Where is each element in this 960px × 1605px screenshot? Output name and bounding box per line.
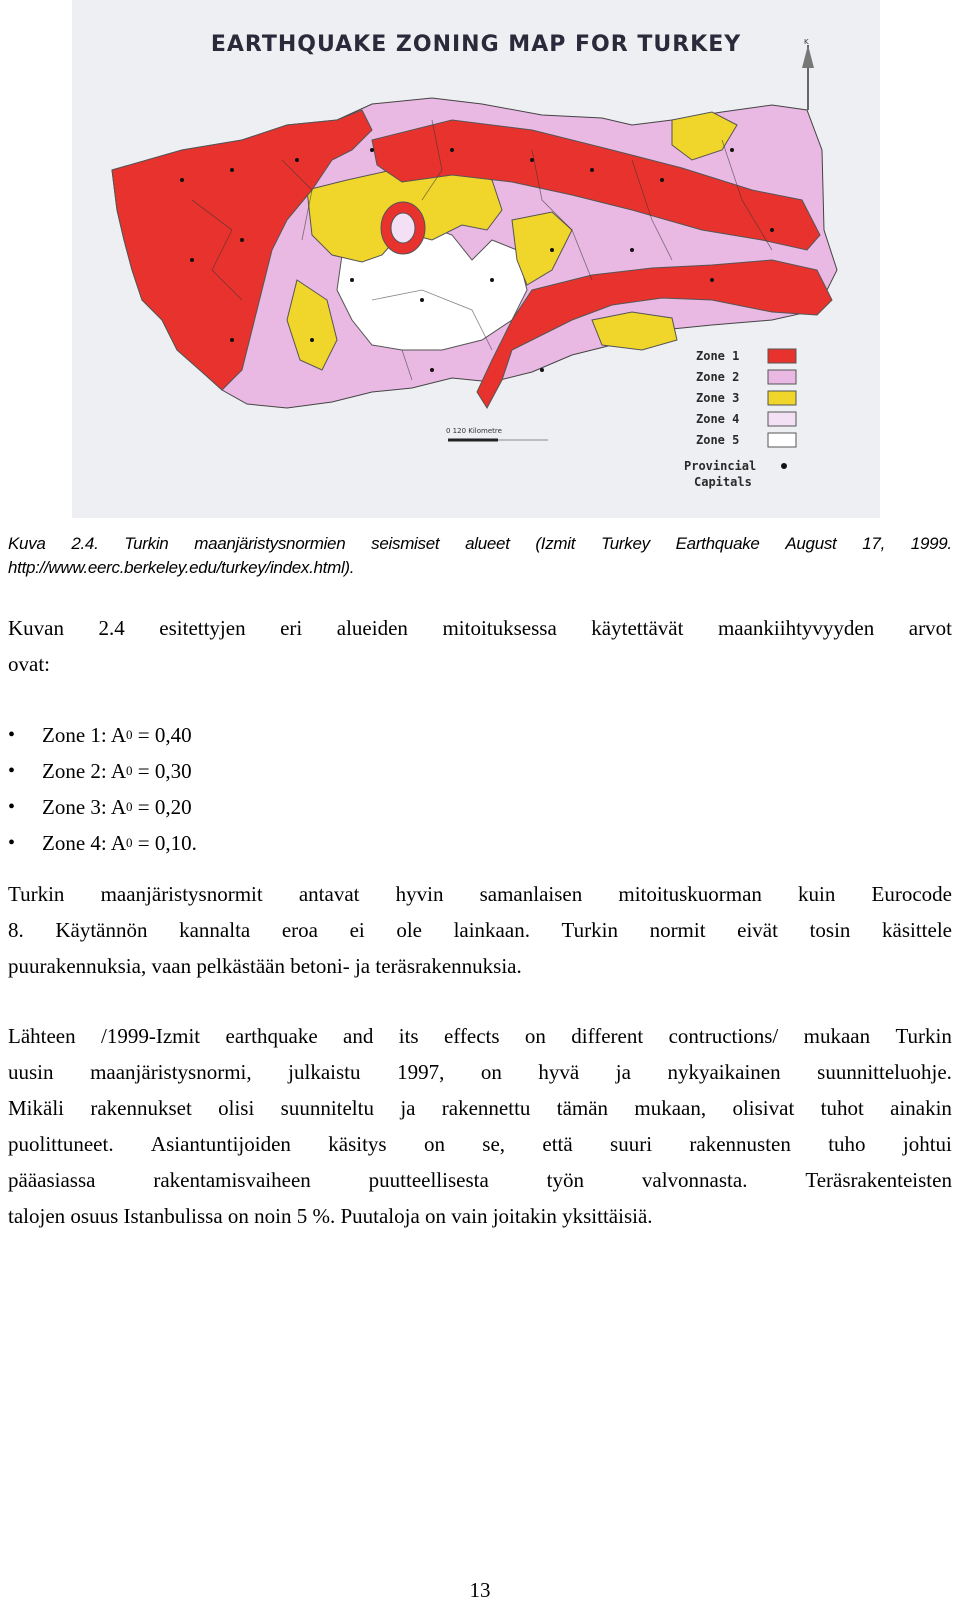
legend-zone-5-label: Zone 5 <box>696 433 740 447</box>
word: on <box>524 1024 546 1048</box>
word: Turkin <box>8 882 65 906</box>
word: mukaan <box>803 1024 871 1048</box>
word: Eurocode <box>871 882 952 906</box>
word: puutteellisesta <box>368 1168 489 1192</box>
word: ainakin <box>890 1096 952 1120</box>
word: suuri <box>610 1132 653 1156</box>
word: hyvä <box>538 1060 580 1084</box>
bullet-icon: • <box>8 832 16 854</box>
caption-line-2: http://www.eerc.berkeley.edu/turkey/index.html). <box>8 558 355 577</box>
svg-text:0 120 Kilometre: 0 120 Kilometre <box>446 427 502 435</box>
izmit-paragraph <box>8 1018 952 1234</box>
word: earthquake <box>225 1024 318 1048</box>
zone-values-list <box>8 717 197 861</box>
text-line <box>8 1162 952 1198</box>
word: pääasiassa <box>8 1168 96 1192</box>
word: puolittuneet. <box>8 1132 114 1156</box>
word: contructions/ <box>668 1024 779 1048</box>
legend-zone-3-label: Zone 3 <box>696 391 740 405</box>
intro-line-2: ovat: <box>8 652 50 676</box>
word: Lähteen <box>8 1024 76 1048</box>
caption-line-1: Kuva 2.4. Turkin maanjäristysnormien seismiset alueet (Izmit Turkey Earthquake August 17, 1999. <box>8 534 952 553</box>
word: mukaan, <box>634 1096 707 1120</box>
word: työn <box>546 1168 585 1192</box>
legend-capitals-label: Capitals <box>694 475 752 489</box>
word: olisi <box>218 1096 255 1120</box>
earthquake-zoning-map-figure <box>72 0 880 518</box>
word: että <box>542 1132 573 1156</box>
bullet-icon: • <box>8 760 16 782</box>
legend-zone-4-swatch <box>768 412 796 426</box>
text-line: talojen osuus Istanbulissa on noin 5 %. Puutaloja on vain joitakin yksittäisiä. <box>8 1204 653 1228</box>
intro-paragraph <box>8 610 952 682</box>
word: rakennettu <box>441 1096 531 1120</box>
word: kuin <box>798 882 836 906</box>
word: eroa <box>281 918 318 942</box>
word: maanjäristysnormi, <box>90 1060 252 1084</box>
word: rakennukset <box>90 1096 192 1120</box>
word: Asiantuntijoiden <box>150 1132 291 1156</box>
word: on <box>480 1060 502 1084</box>
word: käsitys <box>328 1132 387 1156</box>
legend-zone-2-swatch <box>768 370 796 384</box>
word: ole <box>396 918 422 942</box>
word: hyvin <box>395 882 444 906</box>
word: 8. <box>8 918 24 942</box>
text-line <box>8 1126 952 1162</box>
word: normit <box>649 918 706 942</box>
word: tuhot <box>820 1096 864 1120</box>
list-item: • Zone 3: A 0 = 0,20 <box>8 789 197 825</box>
word: kannalta <box>179 918 251 942</box>
word: and <box>343 1024 374 1048</box>
svg-text:K: K <box>804 38 809 46</box>
legend-zone-5-swatch <box>768 433 796 447</box>
text-line <box>8 1090 952 1126</box>
word: its <box>398 1024 419 1048</box>
legend-zone-1-swatch <box>768 349 796 363</box>
word: antavat <box>298 882 360 906</box>
figure-caption <box>8 532 952 580</box>
map-legend <box>684 349 796 489</box>
intro-line-1: Kuvan 2.4 esitettyjen eri alueiden mitoituksessa käytettävät maankiihtyvyyden arvot <box>8 616 952 640</box>
word: ei <box>349 918 365 942</box>
word: Käytännön <box>55 918 148 942</box>
word: olisivat <box>732 1096 795 1120</box>
list-item: • Zone 1: A 0 = 0,40 <box>8 717 197 753</box>
word: julkaistu <box>288 1060 361 1084</box>
word: 1997, <box>397 1060 445 1084</box>
word: suunnitteluohje. <box>817 1060 952 1084</box>
word: se, <box>482 1132 506 1156</box>
bullet-icon: • <box>8 724 16 746</box>
text-line: puurakennuksia, vaan pelkästään betoni- ja teräsrakennuksia. <box>8 954 522 978</box>
text-line <box>8 1054 952 1090</box>
map-zone-4-area <box>391 213 415 243</box>
word: suunniteltu <box>280 1096 374 1120</box>
map-title: EARTHQUAKE ZONING MAP FOR TURKEY <box>210 32 742 57</box>
word: käsittele <box>882 918 952 942</box>
word: samanlaisen <box>479 882 583 906</box>
eurocode-paragraph <box>8 876 952 984</box>
word: nykyaikainen <box>667 1060 781 1084</box>
legend-zone-3-swatch <box>768 391 796 405</box>
word: tämän <box>556 1096 609 1120</box>
list-item: • Zone 2: A 0 = 0,30 <box>8 753 197 789</box>
word: Teräsrakenteisten <box>805 1168 952 1192</box>
word: rakennusten <box>689 1132 791 1156</box>
turkey-map <box>72 0 880 518</box>
word: valvonnasta. <box>641 1168 748 1192</box>
word: rakentamisvaiheen <box>153 1168 311 1192</box>
provincial-capital-dot-icon <box>781 463 787 469</box>
bullet-icon: • <box>8 796 16 818</box>
word: tosin <box>809 918 851 942</box>
word: Turkin <box>561 918 618 942</box>
word: lainkaan. <box>453 918 530 942</box>
word: uusin <box>8 1060 54 1084</box>
word: Mikäli <box>8 1096 64 1120</box>
word: effects <box>443 1024 500 1048</box>
word: ja <box>400 1096 416 1120</box>
text-line <box>8 912 952 948</box>
text-line <box>8 1018 952 1054</box>
page-number: 13 <box>469 1578 491 1602</box>
legend-zone-2-label: Zone 2 <box>696 370 740 384</box>
word: mitoituskuorman <box>618 882 762 906</box>
word: johtui <box>902 1132 952 1156</box>
word: Turkin <box>895 1024 952 1048</box>
word: tuho <box>828 1132 866 1156</box>
word: on <box>423 1132 445 1156</box>
word: /1999-Izmit <box>101 1024 201 1048</box>
text-line <box>8 876 952 912</box>
legend-zone-4-label: Zone 4 <box>696 412 740 426</box>
word: ja <box>615 1060 631 1084</box>
legend-zone-1-label: Zone 1 <box>696 349 740 363</box>
word: different <box>571 1024 644 1048</box>
word: eivät <box>737 918 778 942</box>
list-item: • Zone 4: A 0 = 0,10. <box>8 825 197 861</box>
word: maanjäristysnormit <box>100 882 263 906</box>
legend-provincial-label: Provincial <box>684 459 757 473</box>
scale-bar <box>446 427 548 440</box>
